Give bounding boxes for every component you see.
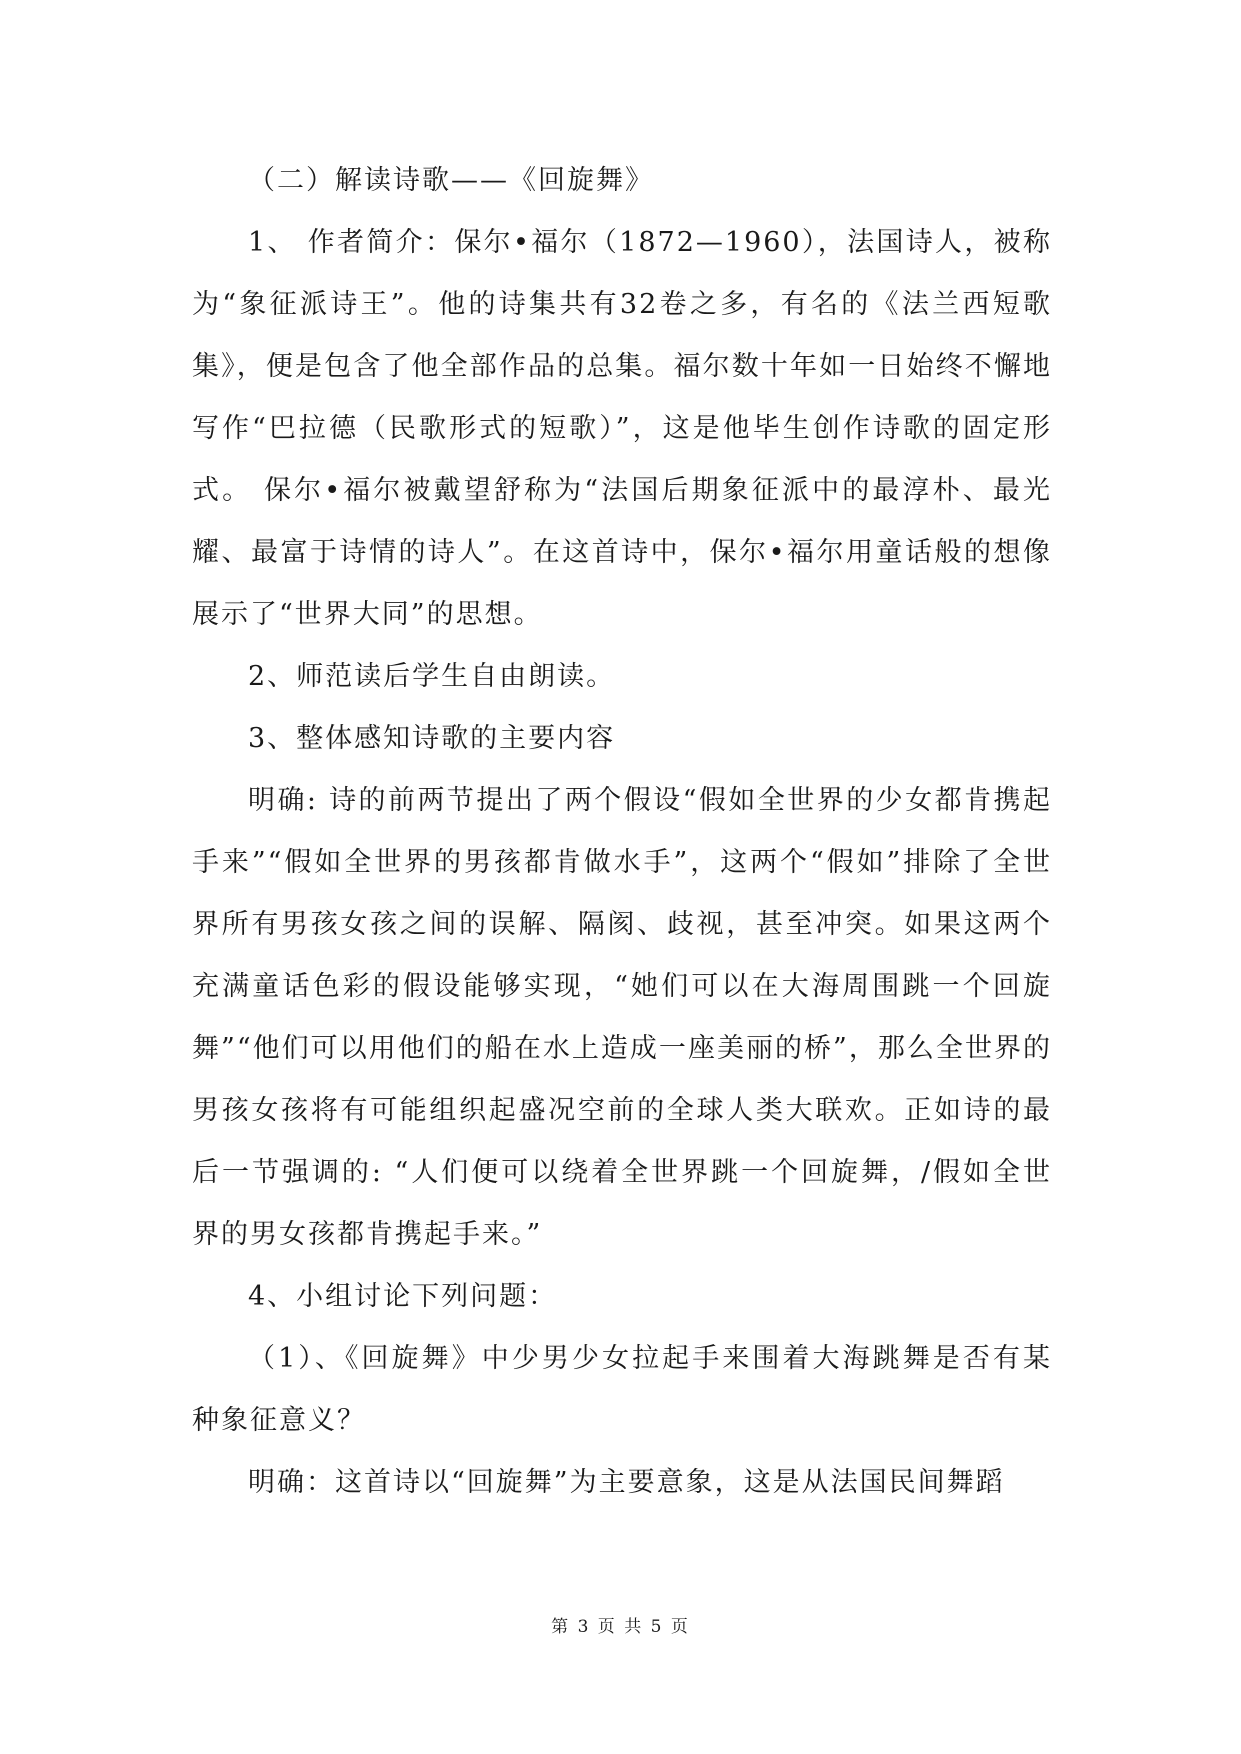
section-heading: （二）解读诗歌——《回旋舞》 (248, 165, 654, 196)
paragraph-question-1: （1）、《回旋舞》中少男少女拉起手来围着大海跳舞是否有某种象征意义？ (192, 1343, 1052, 1436)
paragraph-discussion: 4、小组讨论下列问题： (248, 1281, 558, 1312)
document-body (192, 150, 1052, 1514)
paragraph-answer-2: 明确：这首诗以“回旋舞”为主要意象，这是从法国民间舞蹈 (248, 1467, 1005, 1498)
paragraph-answer-1: 明确: 诗的前两节提出了两个假设“假如全世界的少女都肯携起手来”“假如全世界的男孩都肯做水手”，这两个“假如”排除了全世界所有男孩女孩之间的误解、隔阂、歧视，甚至冲突。如果这两个充满童话色彩的假设能够实现，“她们可以在大海周围跳一个回旋舞”“他们可以用他们的船在水上造成一座美丽的桥”，那么全世界的男孩女孩将有可能组织起盛况空前的全球人类大联欢。正如诗的最后一节强调的: “人们便可以绕着全世界跳一个回旋舞，/假如全世界的男女孩都肯携起手来。” (192, 785, 1052, 1250)
paragraph-overview: 3、整体感知诗歌的主要内容 (248, 723, 616, 754)
paragraph-author-intro: 1、 作者简介：保尔•福尔（1872—1960），法国诗人，被称为“象征派诗王”。他的诗集共有32卷之多，有名的《法兰西短歌集》，便是包含了他全部作品的总集。福尔数十年如一日始终不懈地写作“巴拉德（民歌形式的短歌）”，这是他毕生创作诗歌的固定形式。 保尔•福尔被戴望舒称为“法国后期象征派中的最淳朴、最光耀、最富于诗情的诗人”。在这首诗中，保尔•福尔用童话般的想像展示了“世界大同”的思想。 (192, 227, 1052, 630)
page-number-footer: 第 3 页 共 5 页 (551, 1617, 690, 1637)
paragraph-reading: 2、师范读后学生自由朗读。 (248, 661, 616, 692)
